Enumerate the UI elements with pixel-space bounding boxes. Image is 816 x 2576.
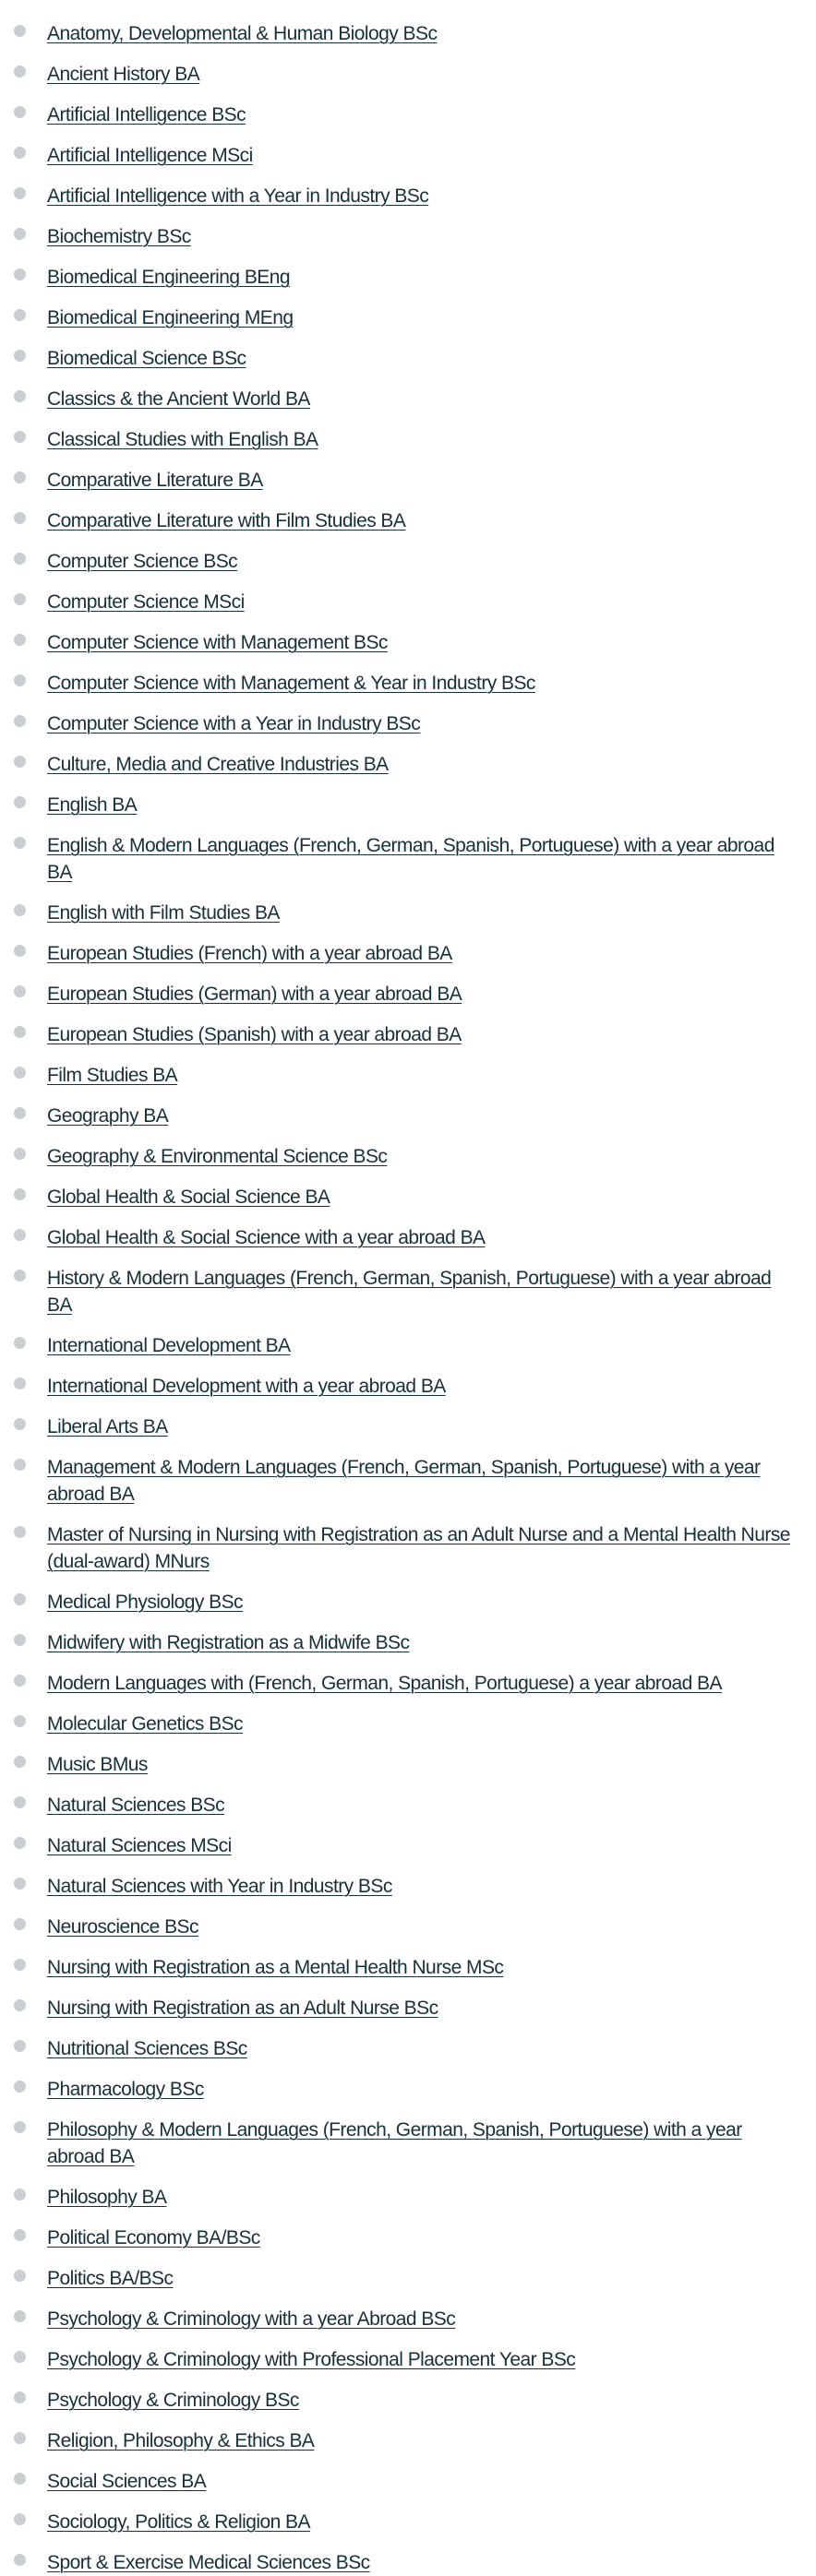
bullet-icon	[14, 1229, 26, 1241]
course-list-item	[0, 1995, 816, 2021]
course-list-item	[0, 304, 816, 331]
bullet-icon	[14, 106, 26, 118]
course-link[interactable]: Nursing with Registration as a Mental Health Nurse MSc	[47, 1957, 504, 1978]
bullet-icon	[14, 1959, 26, 1971]
bullet-icon	[14, 945, 26, 957]
course-link[interactable]: Medical Physiology BSc	[47, 1592, 243, 1613]
course-link[interactable]: Modern Languages with (French, German, Spanish, Portuguese) a year abroad BA	[47, 1673, 722, 1694]
course-list-item	[0, 900, 816, 926]
course-link[interactable]: Philosophy & Modern Languages (French, German, Spanish, Portuguese) with a year abroad BA	[47, 2119, 742, 2167]
course-list-item	[0, 1265, 816, 1318]
course-list-item	[0, 1454, 816, 1508]
course-list-item	[0, 1954, 816, 1981]
course-list-item	[0, 1521, 816, 1575]
bullet-icon	[14, 2351, 26, 2363]
bullet-icon	[14, 512, 26, 524]
course-link[interactable]: Sport & Exercise Medical Sciences BSc	[47, 2552, 370, 2573]
bullet-icon	[14, 756, 26, 768]
course-link[interactable]: Molecular Genetics BSc	[47, 1713, 243, 1735]
course-list-item	[0, 2509, 816, 2535]
course-link[interactable]: Natural Sciences BSc	[47, 1795, 225, 1816]
course-list-item	[0, 2224, 816, 2251]
course-link[interactable]: Computer Science with Management BSc	[47, 632, 388, 653]
course-link[interactable]: Social Sciences BA	[47, 2471, 207, 2492]
course-list-item	[0, 1792, 816, 1819]
course-link[interactable]: Culture, Media and Creative Industries BA	[47, 754, 389, 775]
course-link[interactable]: Classical Studies with English BA	[47, 429, 318, 450]
bullet-icon	[14, 674, 26, 686]
bullet-icon	[14, 553, 26, 565]
bullet-icon	[14, 228, 26, 240]
bullet-icon	[14, 2188, 26, 2200]
bullet-icon	[14, 390, 26, 402]
bullet-icon	[14, 1837, 26, 1849]
bullet-icon	[14, 1675, 26, 1687]
course-link[interactable]: Geography BA	[47, 1105, 169, 1127]
course-list-item	[0, 2427, 816, 2454]
bullet-icon	[14, 715, 26, 727]
course-link[interactable]: English with Film Studies BA	[47, 902, 280, 924]
course-list-item	[0, 2549, 816, 2576]
course-link[interactable]: European Studies (German) with a year abroad BA	[47, 984, 462, 1005]
bullet-icon	[14, 471, 26, 483]
course-link[interactable]: Comparative Literature BA	[47, 470, 263, 491]
bullet-icon	[14, 2040, 26, 2052]
course-list-item	[0, 101, 816, 128]
course-list-item	[0, 2035, 816, 2062]
course-link[interactable]: Global Health & Social Science with a year abroad BA	[47, 1227, 486, 1248]
bullet-icon	[14, 268, 26, 280]
course-list-item	[0, 386, 816, 412]
course-list-item	[0, 710, 816, 737]
bullet-icon	[14, 634, 26, 646]
bullet-icon	[14, 1918, 26, 1930]
course-list-item	[0, 2387, 816, 2414]
bullet-icon	[14, 147, 26, 159]
course-link[interactable]: Natural Sciences MSci	[47, 1835, 232, 1856]
bullet-icon	[14, 593, 26, 605]
course-list-item	[0, 61, 816, 88]
course-link[interactable]: Ancient History BA	[47, 64, 200, 85]
course-list-item	[0, 507, 816, 534]
course-list-item	[0, 2265, 816, 2292]
bullet-icon	[14, 1067, 26, 1079]
course-link[interactable]: Natural Sciences with Year in Industry BSc	[47, 1876, 392, 1897]
course-link[interactable]: Political Economy BA/BSc	[47, 2227, 260, 2248]
bullet-icon	[14, 985, 26, 997]
bullet-icon	[14, 2473, 26, 2485]
course-list-item	[0, 2076, 816, 2103]
course-link[interactable]: Comparative Literature with Film Studies BA	[47, 510, 406, 531]
course-list-item	[0, 2306, 816, 2332]
bullet-icon	[14, 1634, 26, 1646]
course-list-item	[0, 1021, 816, 1048]
bullet-icon	[14, 1715, 26, 1727]
bullet-icon	[14, 2229, 26, 2241]
course-list-item	[0, 2184, 816, 2211]
course-list-item	[0, 589, 816, 615]
course-link[interactable]: Master of Nursing in Nursing with Registration as an Adult Nurse and a Mental Health Nurse (dual-award) MNurs	[47, 1524, 790, 1572]
course-list-item	[0, 1711, 816, 1737]
course-list-item	[0, 183, 816, 209]
course-link[interactable]: Nutritional Sciences BSc	[47, 2038, 247, 2059]
course-link[interactable]: English & Modern Languages (French, German, Spanish, Portuguese) with a year abroad BA	[47, 835, 774, 883]
course-link[interactable]: Music BMus	[47, 1754, 148, 1775]
course-list-item	[0, 1832, 816, 1859]
course-link[interactable]: Psychology & Criminology with a year Abroad BSc	[47, 2308, 456, 2330]
course-link[interactable]: International Development with a year abroad BA	[47, 1376, 446, 1397]
course-list-item	[0, 1224, 816, 1251]
course-link[interactable]: Pharmacology BSc	[47, 2079, 204, 2100]
course-list-item	[0, 2346, 816, 2373]
course-list-item	[0, 1751, 816, 1778]
course-list-item	[0, 751, 816, 778]
course-list-item	[0, 1670, 816, 1697]
course-list-item	[0, 223, 816, 250]
course-link[interactable]: Religion, Philosophy & Ethics BA	[47, 2430, 315, 2451]
course-link[interactable]: Biochemistry BSc	[47, 226, 191, 247]
course-list-item	[0, 629, 816, 656]
bullet-icon	[14, 1593, 26, 1605]
course-link[interactable]: Politics BA/BSc	[47, 2268, 174, 2289]
course-link[interactable]: Biomedical Engineering BEng	[47, 267, 290, 288]
course-link[interactable]: Psychology & Criminology with Professional Placement Year BSc	[47, 2349, 576, 2370]
course-link[interactable]: Neuroscience BSc	[47, 1916, 198, 1938]
bullet-icon	[14, 904, 26, 916]
bullet-icon	[14, 25, 26, 37]
course-link[interactable]: Artificial Intelligence with a Year in Industry BSc	[47, 185, 429, 207]
course-list-item	[0, 426, 816, 453]
bullet-icon	[14, 1026, 26, 1038]
course-link[interactable]: Computer Science with a Year in Industry BSc	[47, 713, 421, 734]
bullet-icon	[14, 2310, 26, 2322]
course-link[interactable]: Liberal Arts BA	[47, 1416, 168, 1437]
course-link[interactable]: Film Studies BA	[47, 1065, 178, 1086]
course-list-item	[0, 1062, 816, 1089]
course-list-item	[0, 670, 816, 697]
bullet-icon	[14, 837, 26, 849]
bullet-icon	[14, 1337, 26, 1349]
course-list-item	[0, 1143, 816, 1170]
course-link[interactable]: Computer Science with Management & Year in Industry BSc	[47, 673, 535, 694]
course-list-item	[0, 264, 816, 291]
course-link[interactable]: Computer Science MSci	[47, 591, 245, 613]
course-link[interactable]: Biomedical Engineering MEng	[47, 307, 294, 328]
course-link[interactable]: Management & Modern Languages (French, German, Spanish, Portuguese) with a year abroad BA	[47, 1457, 761, 1505]
course-list-item	[0, 548, 816, 575]
course-list-item	[0, 1332, 816, 1359]
course-link[interactable]: International Development BA	[47, 1335, 291, 1356]
bullet-icon	[14, 1270, 26, 1282]
bullet-icon	[14, 1796, 26, 1808]
course-link[interactable]: Artificial Intelligence MSci	[47, 145, 253, 166]
course-list-item	[0, 1103, 816, 1129]
course-list-item	[0, 792, 816, 818]
bullet-icon	[14, 1188, 26, 1200]
course-link[interactable]: Anatomy, Developmental & Human Biology BSc	[47, 23, 438, 44]
course-list-item	[0, 142, 816, 169]
course-link[interactable]: Biomedical Science BSc	[47, 348, 246, 369]
course-link[interactable]: English BA	[47, 794, 138, 816]
course-list-item	[0, 1413, 816, 1440]
course-link[interactable]: Psychology & Criminology BSc	[47, 2390, 299, 2411]
bullet-icon	[14, 796, 26, 808]
bullet-icon	[14, 66, 26, 78]
course-list-item	[0, 345, 816, 372]
bullet-icon	[14, 2432, 26, 2444]
bullet-icon	[14, 1107, 26, 1119]
bullet-icon	[14, 1148, 26, 1160]
course-link[interactable]: Geography & Environmental Science BSc	[47, 1146, 388, 1167]
course-list-item	[0, 1629, 816, 1656]
bullet-icon	[14, 2391, 26, 2403]
course-list-item	[0, 1873, 816, 1900]
course-link[interactable]: Classics & the Ancient World BA	[47, 388, 310, 410]
course-link[interactable]: Artificial Intelligence BSc	[47, 104, 246, 125]
course-link[interactable]: Global Health & Social Science BA	[47, 1187, 330, 1208]
course-list-item	[0, 1373, 816, 1400]
bullet-icon	[14, 1377, 26, 1389]
course-list-item	[0, 1589, 816, 1616]
course-link[interactable]: History & Modern Languages (French, German, Spanish, Portuguese) with a year abroad BA	[47, 1268, 772, 1316]
bullet-icon	[14, 1459, 26, 1471]
course-link[interactable]: Computer Science BSc	[47, 551, 238, 572]
course-link[interactable]: European Studies (French) with a year abroad BA	[47, 943, 452, 964]
course-list-item	[0, 1184, 816, 1210]
bullet-icon	[14, 431, 26, 443]
bullet-icon	[14, 1999, 26, 2011]
bullet-icon	[14, 350, 26, 362]
course-list-item	[0, 20, 816, 47]
bullet-icon	[14, 187, 26, 199]
bullet-icon	[14, 2554, 26, 2566]
bullet-icon	[14, 1756, 26, 1768]
course-list-item	[0, 832, 816, 886]
bullet-icon	[14, 309, 26, 321]
bullet-icon	[14, 2081, 26, 2093]
course-list-item	[0, 2117, 816, 2170]
bullet-icon	[14, 1418, 26, 1430]
course-link[interactable]: Nursing with Registration as an Adult Nurse BSc	[47, 1998, 438, 2019]
bullet-icon	[14, 1878, 26, 1890]
course-link[interactable]: Sociology, Politics & Religion BA	[47, 2511, 310, 2533]
course-link[interactable]: Midwifery with Registration as a Midwife BSc	[47, 1632, 410, 1653]
course-list-item	[0, 1914, 816, 1940]
course-link[interactable]: Philosophy BA	[47, 2187, 167, 2208]
course-list-item	[0, 940, 816, 967]
course-list-item	[0, 981, 816, 1008]
bullet-icon	[14, 1526, 26, 1538]
course-link[interactable]: European Studies (Spanish) with a year abroad BA	[47, 1024, 462, 1045]
bullet-icon	[14, 2270, 26, 2282]
bullet-icon	[14, 2121, 26, 2133]
bullet-icon	[14, 2513, 26, 2525]
course-list-item	[0, 467, 816, 494]
